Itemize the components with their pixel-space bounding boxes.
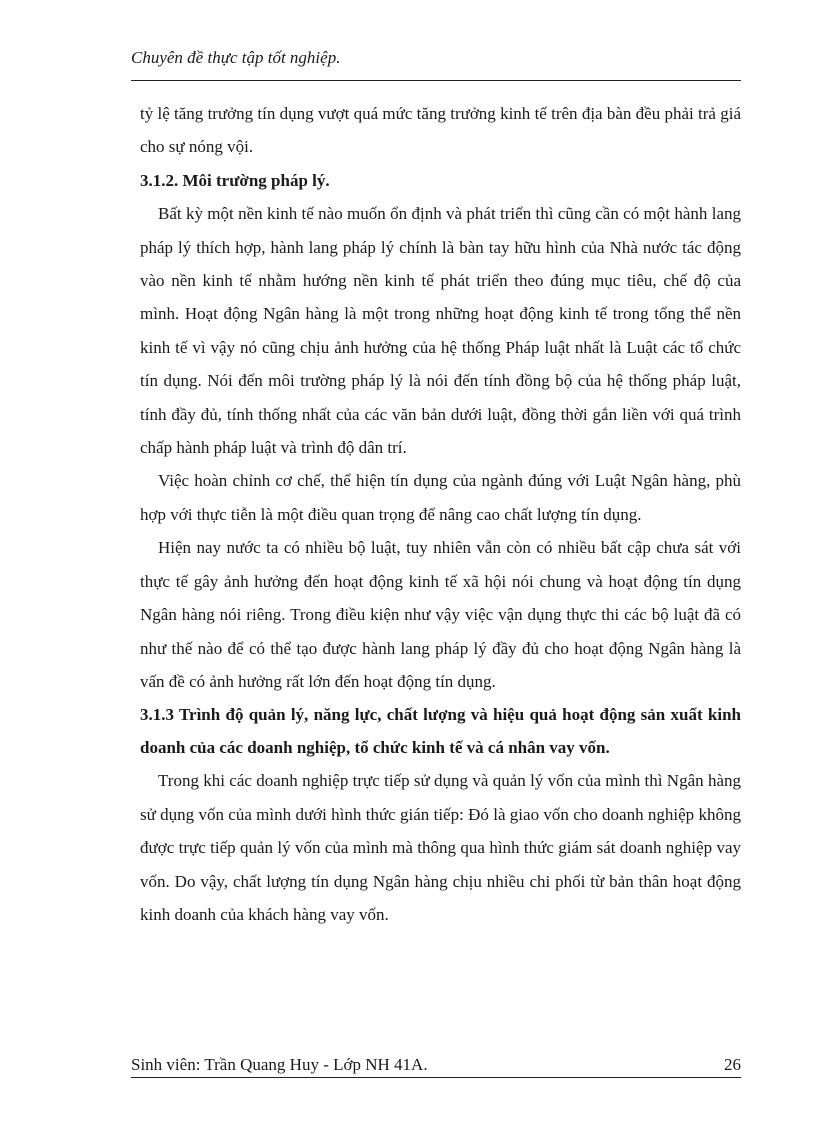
header-rule bbox=[131, 80, 741, 81]
paragraph-intro: tỷ lệ tăng trưởng tín dụng vượt quá mức tăng trưởng kinh tế trên địa bàn đều phải trả giá cho sự nóng vội. bbox=[140, 104, 741, 157]
heading-3-1-2: 3.1.2. Môi trường pháp lý. bbox=[140, 170, 330, 190]
footer-rule bbox=[131, 1077, 741, 1078]
paragraph-enterprise-capital: Trong khi các doanh nghiệp trực tiếp sử dụng và quản lý vốn của mình thì Ngân hàng sử dụng vốn của mình dưới hình thức gián tiếp: Đó là giao vốn cho doanh nghiệp không được trực tiếp quản lý vốn của mình mà thông qua hình thức giám sát doanh nghiệp vay vốn. Do vậy, chất lượng tín dụng Ngân hàng chịu nhiều chi phối từ bản thân hoạt động kinh doanh của khách hàng vay vốn. bbox=[140, 771, 741, 924]
paragraph-legal-environment: Bất kỳ một nền kinh tế nào muốn ổn định và phát triển thì cũng cần có một hành lang pháp lý thích hợp, hành lang pháp lý chính là bàn tay hữu hình của Nhà nước tác động vào nền kinh tế nhằm hướng nền kinh tế phát triển theo đúng mục tiêu, chế độ của mình. Hoạt động Ngân hàng là một trong những hoạt động kinh tế trong tổng thể nền kinh tế vì vậy nó cũng chịu ảnh hưởng của hệ thống Pháp luật nhất là Luật các tổ chức tín dụng. Nói đến môi trường pháp lý là nói đến tính đồng bộ của hệ thống pháp luật, tính đầy đủ, tính thống nhất của các văn bản dưới luật, đồng thời gắn liền với quá trình chấp hành pháp luật và trình độ dân trí. bbox=[140, 204, 741, 458]
heading-3-1-3: 3.1.3 Trình độ quản lý, năng lực, chất lượng và hiệu quả hoạt động sản xuất kinh doanh của các doanh nghiệp, tổ chức kinh tế và cá nhân vay vốn. bbox=[140, 705, 741, 758]
paragraph-mechanism: Việc hoàn chỉnh cơ chế, thể hiện tín dụng của ngành đúng với Luật Ngân hàng, phù hợp với thực tiễn là một điều quan trọng để nâng cao chất lượng tín dụng. bbox=[140, 471, 741, 524]
page-number: 26 bbox=[724, 1055, 741, 1074]
page-content bbox=[140, 97, 741, 931]
paragraph-current-laws: Hiện nay nước ta có nhiều bộ luật, tuy nhiên vẫn còn có nhiều bất cập chưa sát với thực tế gây ảnh hưởng đến hoạt động kinh tế xã hội nói chung và hoạt động tín dụng Ngân hàng nói riêng. Trong điều kiện như vậy việc vận dụng thực thi các bộ luật đã có như thế nào để có thể tạo được hành lang pháp lý đầy đủ cho hoạt động Ngân hàng là vấn đề có ảnh hưởng rất lớn đến hoạt động tín dụng. bbox=[140, 538, 741, 691]
footer-author: Sinh viên: Trần Quang Huy - Lớp NH 41A. bbox=[131, 1055, 428, 1074]
running-header: Chuyên đề thực tập tốt nghiệp. bbox=[131, 48, 341, 67]
